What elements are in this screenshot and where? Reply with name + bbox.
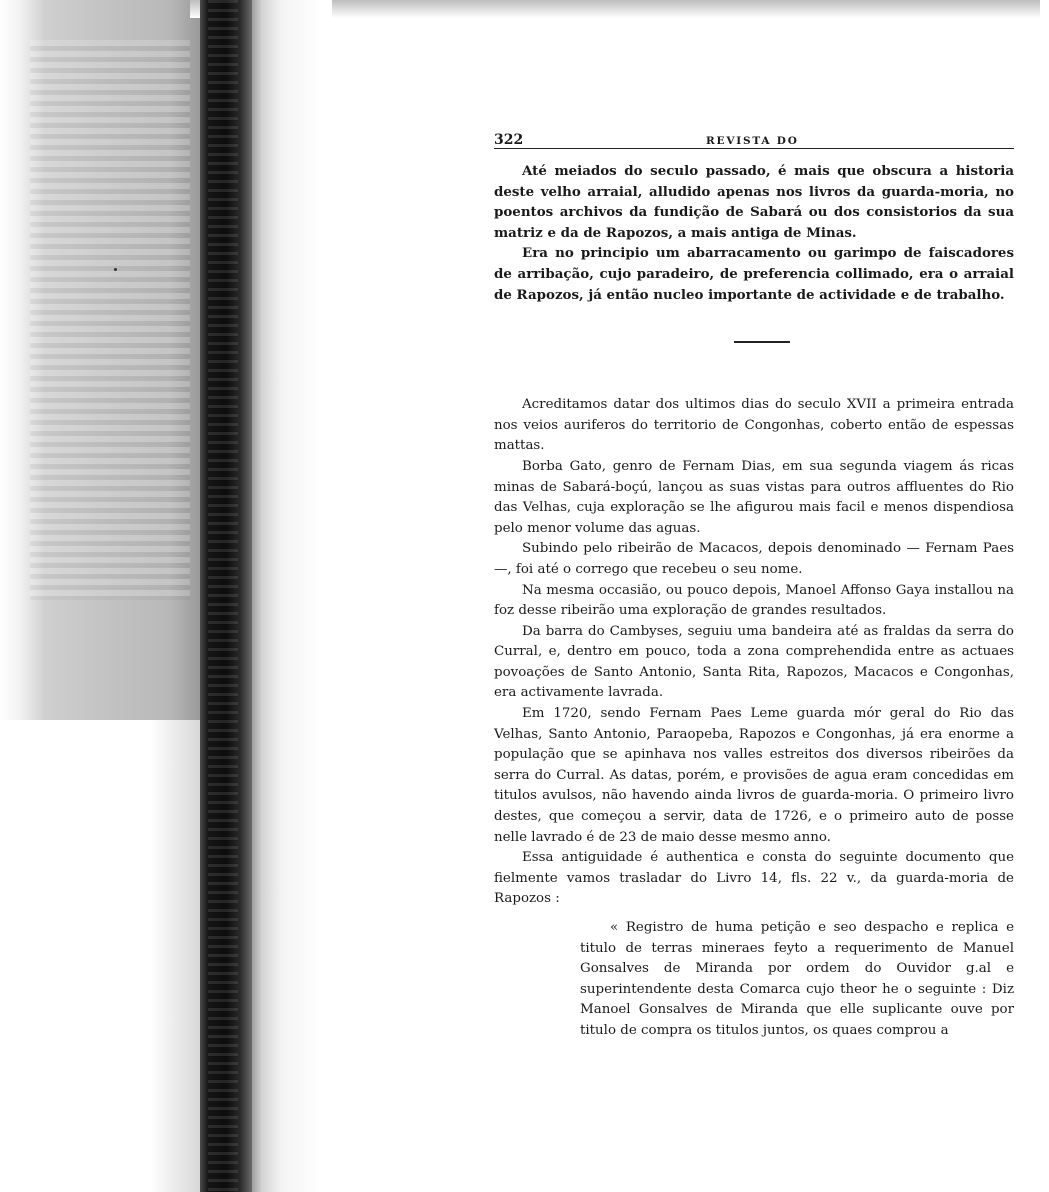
main-section: [494, 395, 1014, 910]
paragraph: Até meiados do seculo passado, é mais que obscura a historia deste velho arraial, alludido apenas nos livros da guarda-moria, no poentos archivos da fundição de Sabará ou dos consistorios da sua matriz e da de Rapozos, a mais antiga de Minas.: [494, 163, 1014, 241]
intro-section: [494, 161, 1014, 305]
gutter-shadow: [252, 0, 332, 1192]
running-head: [494, 128, 1014, 149]
page-content: [494, 128, 1014, 1042]
scanned-left-margin: [0, 0, 200, 1192]
section-divider: [734, 341, 790, 343]
scan-speck: [114, 268, 117, 271]
paragraph: Essa antiguidade é authentica e consta do seguinte documento que fielmente vamos trasladar do Livro 14, fls. 22 v., da guarda-moria de Rapozos :: [494, 850, 1014, 907]
paragraph: Acreditamos datar dos ultimos dias do seculo XVII a primeira entrada nos veios auriferos do territorio de Congonhas, coberto então de espessas mattas.: [494, 397, 1014, 454]
book-spine: [200, 0, 252, 1192]
paragraph: Borba Gato, genro de Fernam Dias, em sua segunda viagem ás ricas minas de Sabará-boçú, lançou as suas vistas para outros affluentes do Rio das Velhas, cuja exploração se lhe afigurou mais facil e menos dispendiosa pelo menor volume das aguas.: [494, 458, 1014, 536]
paragraph: Era no principio um abarracamento ou garimpo de faiscadores de arribação, cujo paradeiro, de preferencia collimado, era o arraial de Rapozos, já então nucleo importante de actividade e de trabalho.: [494, 245, 1014, 303]
scan-speck: [38, 958, 40, 960]
paragraph: Da barra do Cambyses, seguiu uma bandeira até as fraldas da serra do Curral, e, dentro em pouco, toda a zona comprehendida entre as actuaes povoações de Santo Antonio, Santa Rita, Rapozos, Macacos e Congonhas, era activamente lavrada.: [494, 623, 1014, 701]
page-number: 322: [494, 132, 524, 148]
spacer: [494, 910, 1014, 918]
paragraph: Na mesma occasião, ou pouco depois, Manoel Affonso Gaya installou na foz desse ribeirão uma exploração de grandes resultados.: [494, 582, 1014, 619]
paragraph: Em 1720, sendo Fernam Paes Leme guarda mór geral do Rio das Velhas, Santo Antonio, Paraopeba, Rapozos e Congonhas, já era enorme a população que se apinhava nos valles estreitos dos diversos ribeirões da serra do Curral. As datas, porém, e provisões de agua eram concedidas em titulos avulsos, não havendo ainda livros de guarda-moria. O primeiro livro destes, que começou a servir, data de 1726, e o primeiro auto de posse nelle lavrado é de 23 de maio desse mesmo anno.: [494, 706, 1014, 845]
quoted-document: [580, 918, 1014, 1042]
scan-speck: [24, 950, 27, 953]
quote-paragraph: « Registro de huma petição e seo despacho e replica e titulo de terras mineraes feyto a requerimento de Manuel Gonsalves de Miranda por ordem do Ouvidor g.al e superintendente desta Comarca cujo theor he o seguinte : Diz Manoel Gonsalves de Miranda que elle suplicante ouve por titulo de compra os titulos juntos, os quaes comprou a: [580, 920, 1014, 1038]
paragraph: Subindo pelo ribeirão de Macacos, depois denominado — Fernam Paes —, foi até o corrego que recebeu o seu nome.: [494, 541, 1014, 577]
running-head-title: REVISTA DO: [706, 135, 799, 147]
